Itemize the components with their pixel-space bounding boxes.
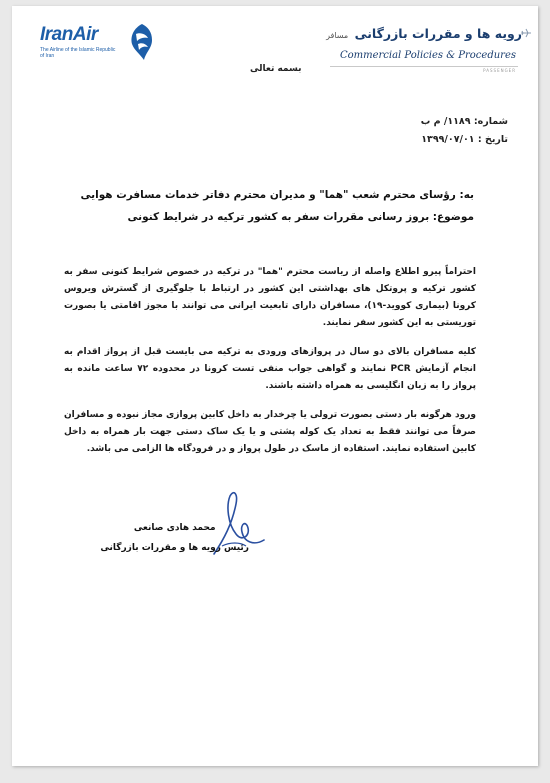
letter-body: [64, 264, 476, 470]
letter-page: [12, 6, 538, 766]
department-title-small: مسافر: [326, 31, 349, 40]
airplane-icon: [520, 28, 532, 38]
body-paragraph-2: کلیه مسافران بالای دو سال در پروازهای ورودی به ترکیه می بایست قبل از پرواز اقدام به انجام آزمایش PCR نمایند و گواهی جواب منفی تست کرونا در محدوده ۷۲ ساعت مانده به پرواز را به زبان انگلیسی به همراه داشته باشند.: [64, 347, 476, 391]
department-title-main: رویه ها و مقررات بازرگانی: [354, 26, 522, 41]
letter-number: شماره: ۱۱۸۹/ م ب: [420, 116, 508, 127]
header-divider: [330, 66, 518, 67]
iranair-logo: [40, 24, 180, 68]
department-title: [326, 26, 522, 41]
department-tag: PASSENGER: [483, 68, 516, 73]
signer-title: رئیس رویه ها و مقررات بازرگانی: [100, 543, 249, 553]
signer-name: محمد هادی صانعی: [133, 523, 216, 533]
department-english-text: Commercial Policies & Procedures: [339, 50, 516, 61]
homa-bird-icon: [124, 22, 160, 62]
letter-date: تاریخ : ۱۳۹۹/۰۷/۰۱: [421, 134, 508, 145]
besmellah-heading: بسمه تعالی: [250, 64, 302, 74]
letter-meta: [421, 113, 508, 149]
body-paragraph-1: احتراماً پیرو اطلاع واصله از ریاست محترم "هما" در ترکیه در خصوص شرایط کنونی سفر به کشور ترکیه و پروتکل های بهداشتی این کشور در ارتباط با جلوگیری از گسترش ویروس کرونا (بیماری کووید-۱۹)، مسافران دارای تابعیت ایرانی می توانند با مجوز اقامتی یا بصورت توریستی به این کشور سفر نمایند.: [64, 267, 476, 328]
logo-subtext: The Airline of the Islamic Republic of Iran: [40, 47, 116, 59]
body-paragraph-3: ورود هرگونه بار دستی بصورت ترولی یا چرخدار به داخل کابین پروازی مجاز نبوده و مسافران صرفاً می توانند فقط به تعداد یک کوله پشتی و یا یک ساک دستی جهت بار همراه به داخل کابین استفاده نمایند. استفاده از ماسک در طول پرواز و در فرودگاه ها الزامی می باشد.: [64, 410, 476, 454]
recipient-line: به: رؤسای محترم شعب "هما" و مدیران محترم دفاتر خدمات مسافرت هوایی: [80, 189, 474, 201]
subject-line: موضوع: بروز رسانی مقررات سفر به کشور ترکیه در شرایط کنونی: [127, 211, 474, 223]
signer-block: [100, 518, 249, 558]
logo-wordmark: IranAir: [40, 24, 98, 45]
department-english-title: [340, 50, 516, 61]
letter-address: [81, 184, 474, 228]
